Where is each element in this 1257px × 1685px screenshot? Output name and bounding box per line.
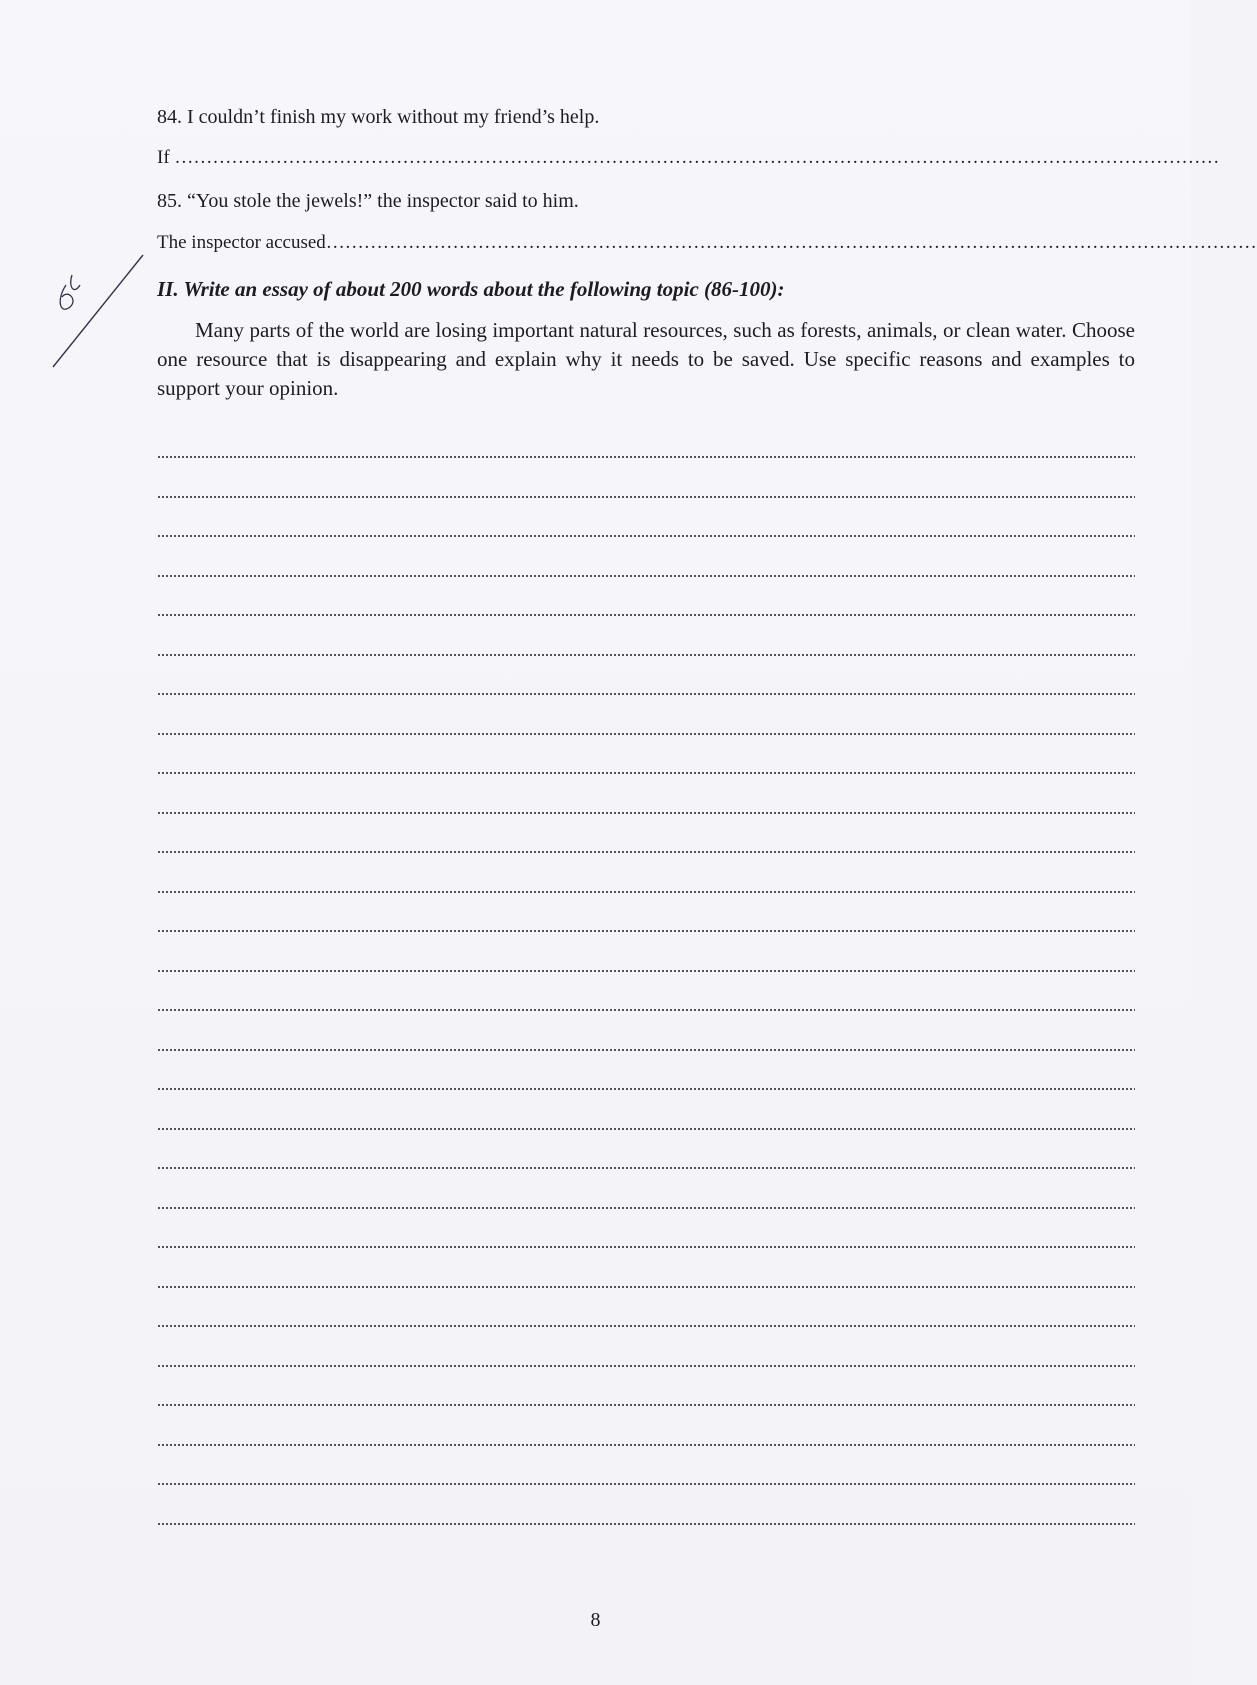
writing-line[interactable]: [157, 1444, 1135, 1446]
writing-line[interactable]: [157, 812, 1135, 814]
page-number: 8: [590, 1609, 601, 1631]
writing-line[interactable]: [157, 1246, 1135, 1248]
writing-line[interactable]: [157, 1325, 1135, 1327]
writing-line[interactable]: [157, 970, 1135, 972]
writing-line[interactable]: [157, 1049, 1135, 1051]
answer-line-85[interactable]: The inspector accused…………………………………………………………………………………………………………………………………: [157, 232, 1257, 253]
writing-line[interactable]: [157, 496, 1135, 498]
writing-line[interactable]: [157, 851, 1135, 853]
essay-prompt: Many parts of the world are losing important natural resources, such as forests, animals, or clean water. Choose one resource that is disappearing and explain why it needs to be saved. Use specific reasons and examples to support your opinion.: [157, 318, 1135, 400]
question-84: 84. I couldn’t finish my work without my friend’s help.: [157, 106, 600, 128]
writing-line[interactable]: [157, 1404, 1135, 1406]
writing-line[interactable]: [157, 1483, 1135, 1485]
writing-line[interactable]: [157, 772, 1135, 774]
section-title: II. Write an essay of about 200 words about the following topic (86-100):: [157, 277, 785, 301]
writing-line[interactable]: [157, 1365, 1135, 1367]
writing-line[interactable]: [157, 930, 1135, 932]
writing-line[interactable]: [157, 1207, 1135, 1209]
writing-line[interactable]: [157, 575, 1135, 577]
writing-line[interactable]: [157, 535, 1135, 537]
writing-line[interactable]: [157, 733, 1135, 735]
writing-line[interactable]: [157, 654, 1135, 656]
writing-line[interactable]: [157, 1009, 1135, 1011]
writing-line[interactable]: [157, 1286, 1135, 1288]
writing-line[interactable]: [157, 456, 1135, 458]
writing-line[interactable]: [157, 1167, 1135, 1169]
question-85: 85. “You stole the jewels!” the inspector said to him.: [157, 190, 579, 212]
writing-line[interactable]: [157, 891, 1135, 893]
writing-line[interactable]: [157, 614, 1135, 616]
writing-line[interactable]: [157, 1128, 1135, 1130]
handwritten-mark: [48, 245, 158, 375]
answer-line-84[interactable]: If …………………………………………………………………………………………………………………………………………………: [157, 147, 1220, 168]
writing-line[interactable]: [157, 1088, 1135, 1090]
writing-line[interactable]: [157, 1523, 1135, 1525]
writing-line[interactable]: [157, 693, 1135, 695]
